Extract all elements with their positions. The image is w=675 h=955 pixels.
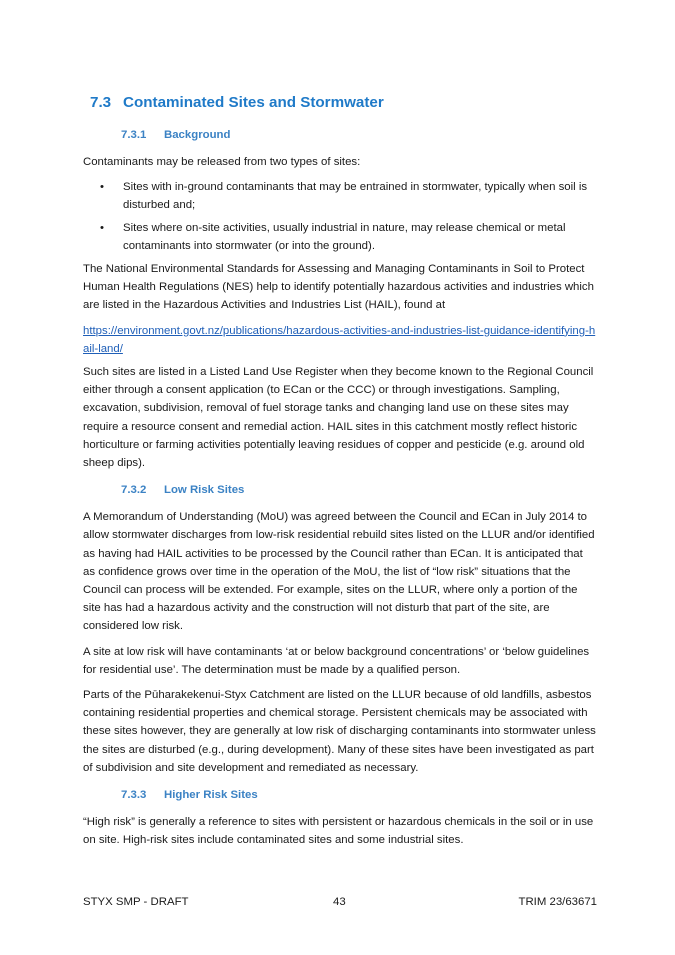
page-footer	[83, 893, 597, 911]
bullet-icon: •	[100, 181, 104, 194]
background-intro: Contaminants may be released from two types of sites:	[83, 156, 361, 168]
higher-risk-title: Higher Risk Sites	[164, 789, 258, 802]
list-item	[83, 219, 597, 255]
site-types-list	[83, 178, 597, 255]
section-number: 7.3	[90, 94, 112, 111]
list-item	[83, 178, 597, 214]
low-risk-number: 7.3.2	[121, 484, 147, 497]
background-heading	[121, 127, 597, 143]
low-risk-paragraph: Parts of the Pūharakekenui-Styx Catchment are listed on the LLUR because of old landfills, asbestos containing residential properties and chemical storage. Persistent chemicals may be associated with these sites however, they are generally at low risk of discharging contaminants into stormwater unless the sites are disturbed (e.g., during development). Many of these sites have been investigated as part of subdivision and site development and remediated as necessary.	[83, 689, 596, 774]
nes-paragraph: The National Environmental Standards for Assessing and Managing Contaminants in Soil to Protect Human Health Regulations (NES) help to identify potentially hazardous activities and industries which are listed in the Hazardous Activities and Industries List (HAIL), found at	[83, 263, 594, 312]
low-risk-paragraph: A Memorandum of Understanding (MoU) was agreed between the Council and ECan in July 2014 to allow stormwater discharges from low-risk residential rebuild sites listed on the LLUR and/or identified as having had HAIL activities to be processed by the Council rather than ECan. It is anticipated that as confidence grows over time in the operation of the MoU, the list of “low risk” situations that the Council can process will be extended. For example, sites on the LLUR, where only a portion of the site has had a hazardous activity and the construction will not disturb that part of the site, are considered low risk.	[83, 511, 595, 633]
higher-risk-paragraph: “High risk” is generally a reference to sites with persistent or hazardous chemicals in the soil or in use on site. High-risk sites include contaminated sites and some industrial sites.	[83, 816, 594, 847]
list-item-text: Sites with in-ground contaminants that may be entrained in stormwater, typically when soil is disturbed and;	[123, 181, 588, 212]
llur-paragraph: Such sites are listed in a Listed Land Use Register when they become known to the Regional Council either through a consent application (to ECan or the CCC) or through investigations. Sampling, excavation, subdivision, removal of fuel storage tanks and changing land use on these sites may require a resource consent and remedial action. HAIL sites in this catchment mostly reflect historic horticulture or farming activities potentially leaving residues of copper and pesticide (e.g. around old sheep dips).	[83, 366, 594, 470]
background-title: Background	[164, 129, 231, 141]
bullet-icon: •	[100, 221, 104, 234]
low-risk-heading	[121, 482, 597, 498]
footer-document-name: STYX SMP - DRAFT	[83, 896, 189, 908]
higher-risk-number: 7.3.3	[121, 789, 147, 802]
list-item-text: Sites where on-site activities, usually industrial in nature, may release chemical or metal contaminants into stormwater (or into the ground).	[123, 221, 566, 252]
page-content	[83, 93, 597, 857]
higher-risk-heading	[121, 787, 597, 803]
hail-guidance-link[interactable]: https://environment.govt.nz/publications/hazardous-activities-and-industries-list-guidance-identifying-hail-land/	[83, 324, 596, 355]
link-paragraph	[83, 322, 597, 358]
background-number: 7.3.1	[121, 129, 147, 141]
section-heading	[90, 93, 597, 113]
footer-page-number: 43	[333, 896, 346, 908]
low-risk-paragraph: A site at low risk will have contaminants ‘at or below background concentrations’ or ‘below guidelines for residential use’. The determination must be made by a qualified person.	[83, 645, 590, 676]
low-risk-title: Low Risk Sites	[164, 484, 245, 497]
section-title: Contaminated Sites and Stormwater	[123, 94, 384, 111]
footer-trim-reference: TRIM 23/63671	[518, 896, 597, 908]
